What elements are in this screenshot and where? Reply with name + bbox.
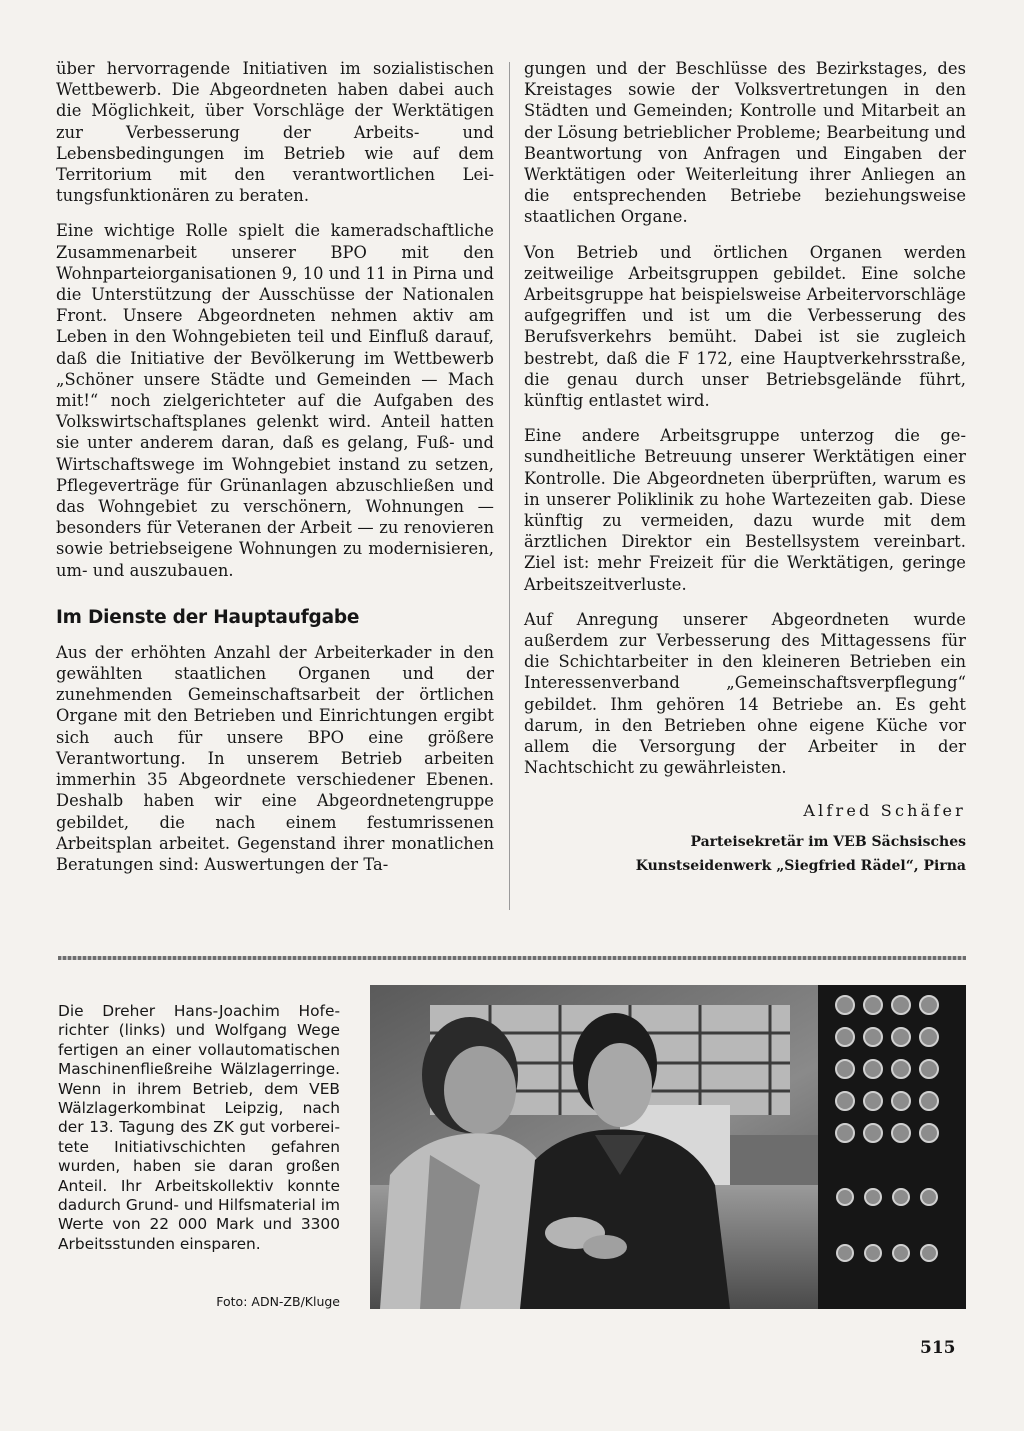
photo-workers-at-machine: [370, 985, 966, 1309]
photo-credit: Foto: ADN-ZB/Kluge: [216, 1294, 340, 1309]
author-role: [524, 830, 966, 878]
paragraph: Eine andere Arbeitsgruppe unterzog die gesundheitliche Betreuung unserer Werktätigen einer Kontrolle. Die Abgeordneten überprüften, warum es in unserer Poliklinik zu hohe Wartezeiten gab. Diese künftig zu vermeiden, dazu wurde mit dem ärztlichen Direktor ein Bestellsystem vereinbart. Ziel ist: mehr Freizeit für die Werktätigen, geringe Arbeitszeitverluste.: [524, 426, 966, 594]
column-divider: [509, 62, 510, 910]
author-role-line: Kunstseidenwerk „Siegfried Rädel“, Pirna: [635, 857, 966, 874]
photo-caption: Die Dreher Hans-Joachim Hoferichter (links) und Wolfgang Wege fertigen an einer vollautomatischen Maschinenfließreihe Wälzlagerringe. Wenn in ihrem Betrieb, dem VEB Wälzlagerkombinat Leipzig, nach der 13. Tagung des ZK gut vorbereitete Initiativschichten gefahren wurden, haben sie daran großen Anteil. Ihr Arbeitskollektiv konnte dadurch Grund- und Hilfsmaterial im Werte von 22 000 Mark und 3300 Arbeitsstunden einsparen.: [58, 1002, 340, 1253]
paragraph: über hervorragende Initiativen im sozialistischen Wettbewerb. Die Abgeordneten haben dabei auch die Möglichkeit, über Vorschläge der Werktätigen zur Verbesserung der Arbeits- und Lebensbedingungen im Betrieb wie auf dem Territorium mit den verantwortlichen Leitungsfunktionären zu beraten.: [56, 59, 494, 206]
left-column: [56, 58, 494, 889]
paragraph: gungen und der Beschlüsse des Bezirkstages, des Kreistages sowie der Volksvertretungen in den Städten und Gemeinden; Kontrolle und Mitarbeit an der Lösung betrieblicher Probleme; Bearbeitung und Beantwortung von Anfragen und Eingaben der Werktätigen oder Weiterleitung ihrer Anliegen an die entsprechenden Betriebe beziehungsweise staatlichen Organe.: [524, 59, 966, 227]
paragraph: Auf Anregung unserer Abgeordneten wurde außerdem zur Verbesserung des Mittagessens für die Schichtarbeiter in den kleineren Betrieben ein Interessenverband „Gemeinschaftsverpflegung“ gebildet. Ihm gehören 14 Betriebe an. Es geht darum, in den Betrieben ohne eigene Küche vor allem die Versorgung der Arbeiter in der Nachtschicht zu gewährleisten.: [524, 609, 966, 778]
author-role-line: Parteisekretär im VEB Sächsisches: [690, 833, 966, 850]
paragraph: Von Betrieb und örtlichen Organen werden zeitweilige Arbeitsgruppen gebildet. Eine solche Arbeitsgruppe hat beispielsweise Arbeitervorschläge aufgegriffen und ist um die Verbesserung des Berufsverkehrs bemüht. Dabei ist sie zugleich bestrebt, daß die F 172, eine Hauptverkehrsstraße, die genau durch unser Betriebsgelände führt, künftig entlastet wird.: [524, 242, 966, 411]
author-name: Alfred Schäfer: [803, 800, 966, 820]
right-column: [524, 58, 966, 878]
paragraph: Eine wichtige Rolle spielt die kameradschaftliche Zusammenarbeit unserer BPO mit den Wohnparteiorganisationen 9, 10 und 11 in Pirna und die Unterstützung der Ausschüsse der Nationalen Front. Unsere Abgeordneten nehmen aktiv am Leben in den Wohngebieten teil und Einfluß darauf, daß die Initiative der Bevölkerung im Wettbewerb „Schöner unsere Städte und Gemeinden — Mach mit!“ noch zielgerichteter auf die Aufgaben des Volkswirtschaftsplanes gelenkt wird. Anteil hatten sie unter anderem daran, daß es gelang, Fuß- und Wirtschaftswege im Wohngebiet instand zu setzen, Pflegeverträge für Grünanlagen abzuschließen und das Wohngebiet zu verschönern, Wohnungen — besonders für Veteranen der Arbeit — zu renovieren sowie betriebseigene Wohnungen zu modernisieren, um- und auszubauen.: [56, 221, 494, 580]
section-rule: [58, 956, 966, 960]
page-number: 515: [920, 1338, 956, 1358]
photo-illustration: [370, 985, 966, 1309]
paragraph: Aus der erhöhten Anzahl der Arbeiterkader in den gewählten staatlichen Organen und der zunehmenden Gemeinschaftsarbeit der örtlichen Organe mit den Betrieben und Einrichtungen ergibt sich auch für unsere BPO eine größere Verantwortung. In unserem Betrieb arbeiten immerhin 35 Abgeordnete verschiedener Ebenen. Deshalb haben wir eine Abgeordnetengruppe gebildet, die nach einem festumrissenen Arbeitsplan arbeitet. Gegenstand ihrer monatlichen Beratungen sind: Auswertungen der Ta-: [56, 642, 494, 874]
section-heading: Im Dienste der Hauptaufgabe: [56, 606, 360, 628]
